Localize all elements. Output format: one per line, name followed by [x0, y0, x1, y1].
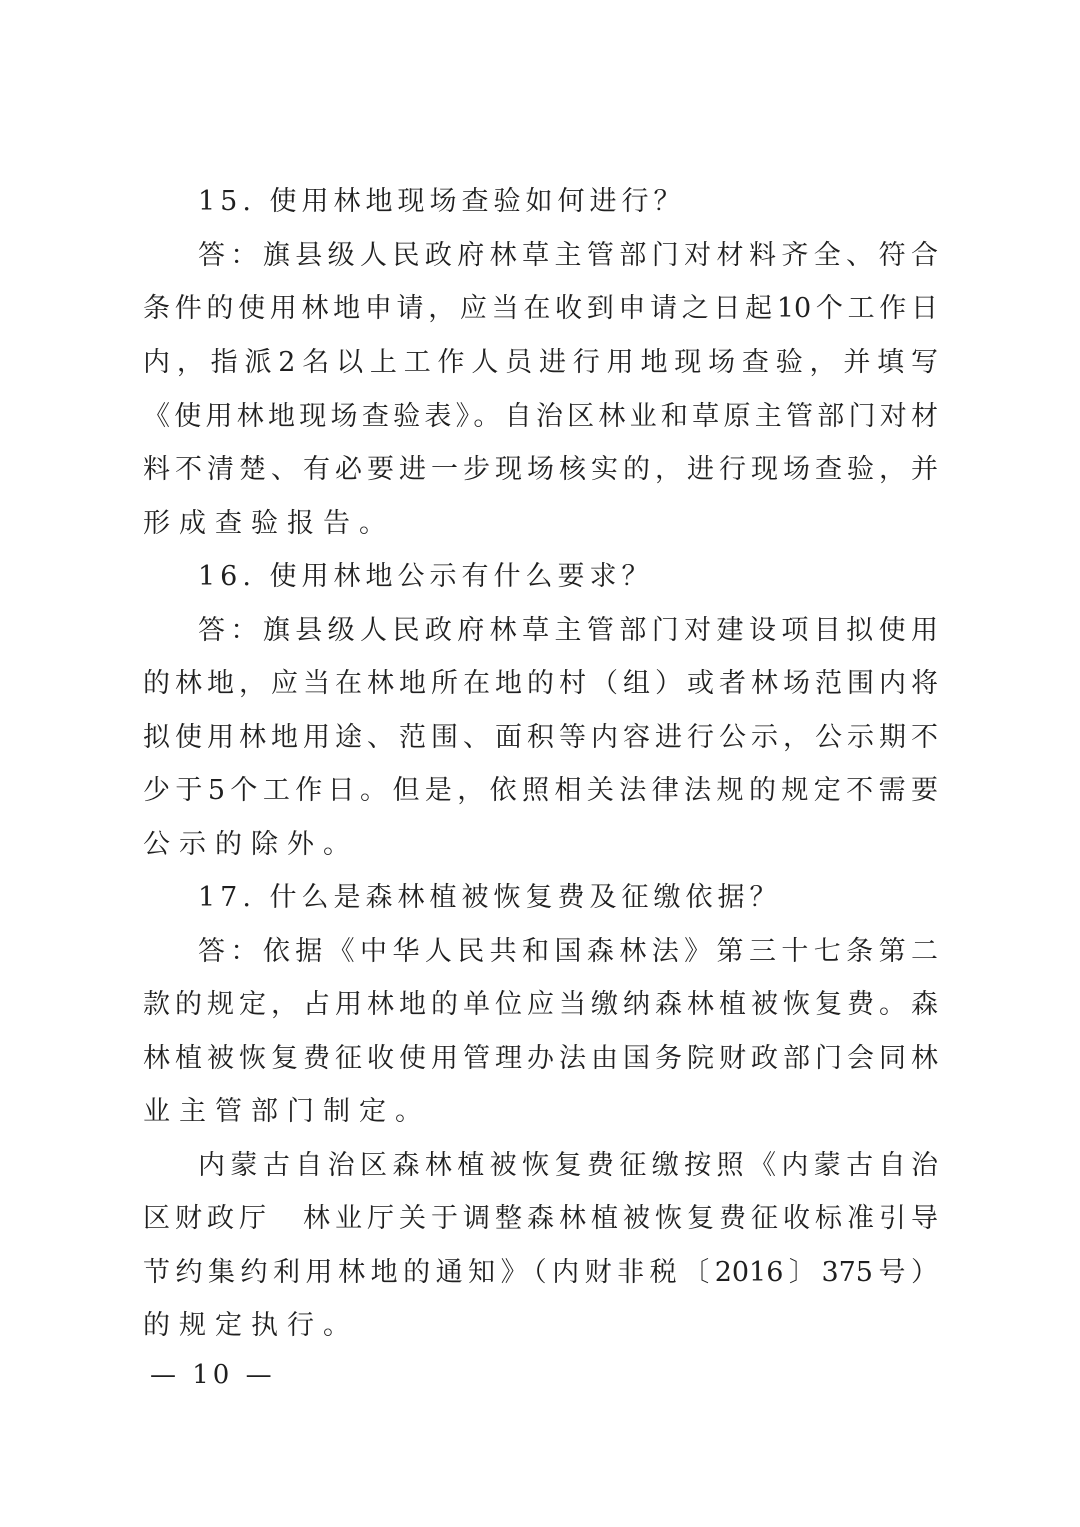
answer-line: 林植被恢复费征收使用管理办法由国务院财政部门会同林	[143, 1043, 938, 1074]
answer-line: 款的规定，占用林地的单位应当缴纳森林植被恢复费。森	[143, 989, 938, 1020]
answer-line: 的林地，应当在林地所在地的村（组）或者林场范围内将	[143, 668, 938, 699]
answer-line: 少于5个工作日。但是，依照相关法律法规的规定不需要	[143, 775, 938, 806]
answer-line: 《使用林地现场查验表》。自治区林业和草原主管部门对材	[143, 401, 938, 432]
answer-line: 拟使用林地用途、范围、面积等内容进行公示，公示期不	[143, 722, 938, 753]
body-line: 内蒙古自治区森林植被恢复费征缴按照《内蒙古自治	[198, 1150, 938, 1181]
question-heading-17: 17. 什么是森林植被恢复费及征缴依据？	[198, 882, 782, 913]
page-number: — 10 —	[150, 1360, 276, 1390]
body-line: 的规定执行。	[143, 1310, 359, 1341]
answer-line: 答：依据《中华人民共和国森林法》第三十七条第二	[198, 936, 938, 967]
question-heading-15: 15. 使用林地现场查验如何进行？	[198, 186, 686, 217]
answer-line: 公示的除外。	[143, 829, 359, 860]
answer-line: 内，指派2名以上工作人员进行用地现场查验，并填写	[143, 347, 938, 378]
answer-line: 料不清楚、有必要进一步现场核实的，进行现场查验，并	[143, 454, 938, 485]
body-line: 节约集约利用林地的通知》（内财非税〔2016〕375号）	[143, 1257, 938, 1288]
answer-line: 答：旗县级人民政府林草主管部门对材料齐全、符合	[198, 240, 938, 271]
answer-line: 形成查验报告。	[143, 508, 395, 539]
answer-line: 业主管部门制定。	[143, 1096, 431, 1127]
answer-line: 条件的使用林地申请，应当在收到申请之日起10个工作日	[143, 293, 938, 324]
body-line: 区财政厅 林业厅关于调整森林植被恢复费征收标准引导	[143, 1203, 938, 1234]
question-heading-16: 16. 使用林地公示有什么要求？	[198, 561, 654, 592]
answer-line: 答：旗县级人民政府林草主管部门对建设项目拟使用	[198, 615, 938, 646]
